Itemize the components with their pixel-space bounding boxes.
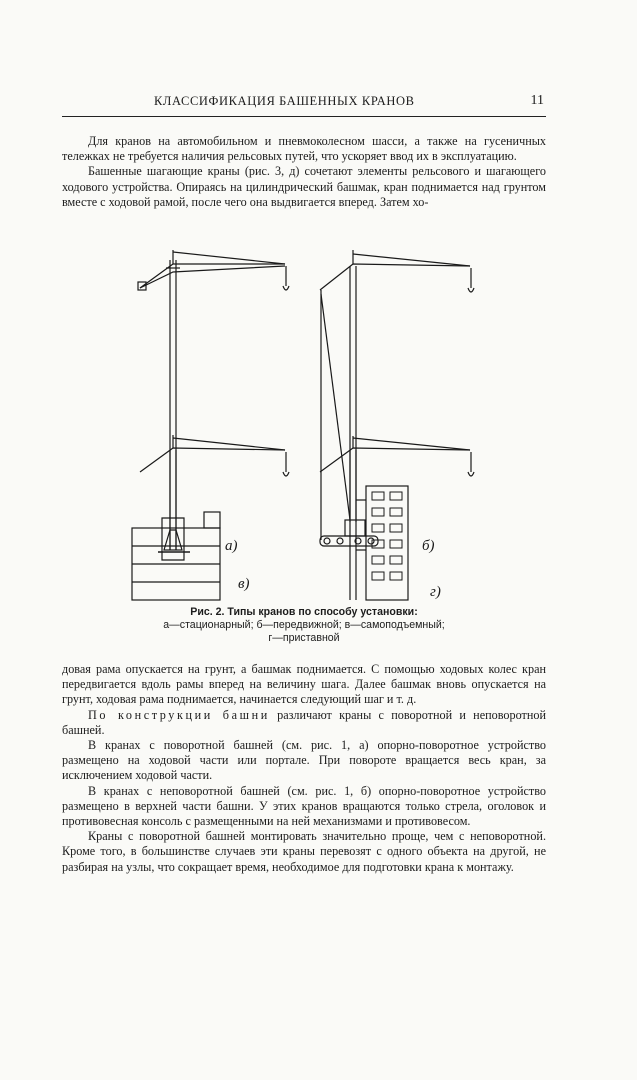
label-v: в) (238, 576, 250, 592)
emphasis-term: По конструкции башни (88, 707, 270, 722)
crane-mobile (320, 250, 474, 546)
caption-title: Рис. 2. Типы кранов по способу установки: (190, 606, 418, 618)
paragraph: Краны с поворотной башней монтировать значительно проще, чем с неповоротной. Кроме того, в большинстве случаев эти краны перевозят с одного объекта на другой, не разбирая на узлы, что сокращает время, необходимое для подготовки крана к монтажу. (62, 829, 546, 874)
paragraph: Для кранов на автомобильном и пневмоколесном шасси, а также на гусеничных тележках не требуется наличия рельсовых путей, что ускоряет ввод их в эксплуатацию. (62, 134, 546, 164)
paragraph: В кранах с поворотной башней (см. рис. 1, а) опорно-поворотное устройство размещено на ходовой части или портале. При повороте вращается весь кран, за исключением ходовой части. (62, 738, 546, 783)
crane-climbing (132, 435, 289, 600)
top-text (62, 134, 546, 210)
caption-line: г—приставной (268, 632, 340, 644)
crane-stationary (138, 250, 289, 552)
page-number: 11 (530, 93, 544, 108)
crane-attached (320, 436, 474, 600)
label-a: а) (225, 538, 238, 554)
bottom-text (62, 662, 546, 875)
header-title: КЛАССИФИКАЦИЯ БАШЕННЫХ КРАНОВ (154, 94, 415, 108)
figure-caption (62, 606, 546, 645)
caption-line: а—стационарный; б—передвижной; в—самоподъемный; (163, 619, 445, 631)
running-header (62, 94, 546, 117)
paragraph (62, 708, 546, 738)
paragraph: довая рама опускается на грунт, а башмак поднимается. С помощью ходовых колес кран передвигается вдоль рамы вперед на величину шага. Далее башмак вновь опускается на грунт, ходовая рама поднимается, начинается следующий шаг и т. д. (62, 662, 546, 707)
label-g: г) (430, 584, 441, 600)
paragraph-rest: различают краны с поворотной и неповоротной башней. (62, 707, 546, 737)
figure-crane-types (100, 250, 540, 610)
paragraph: В кранах с неповоротной башней (см. рис. 1, б) опорно-поворотное устройство размещено в верхней части башни. У этих кранов вращаются только стрела, оголовок и противовесная консоль с размещенными на ней механизмами и противовесом. (62, 783, 546, 829)
label-b: б) (422, 538, 435, 554)
paragraph: Башенные шагающие краны (рис. 3, д) сочетают элементы рельсового и шагающего ходового устройства. Опираясь на цилиндрический башмак, кран поднимается над грунтом вместе с ходовой рамой, после чего она выдвигается вперед. Затем хо- (62, 164, 546, 209)
